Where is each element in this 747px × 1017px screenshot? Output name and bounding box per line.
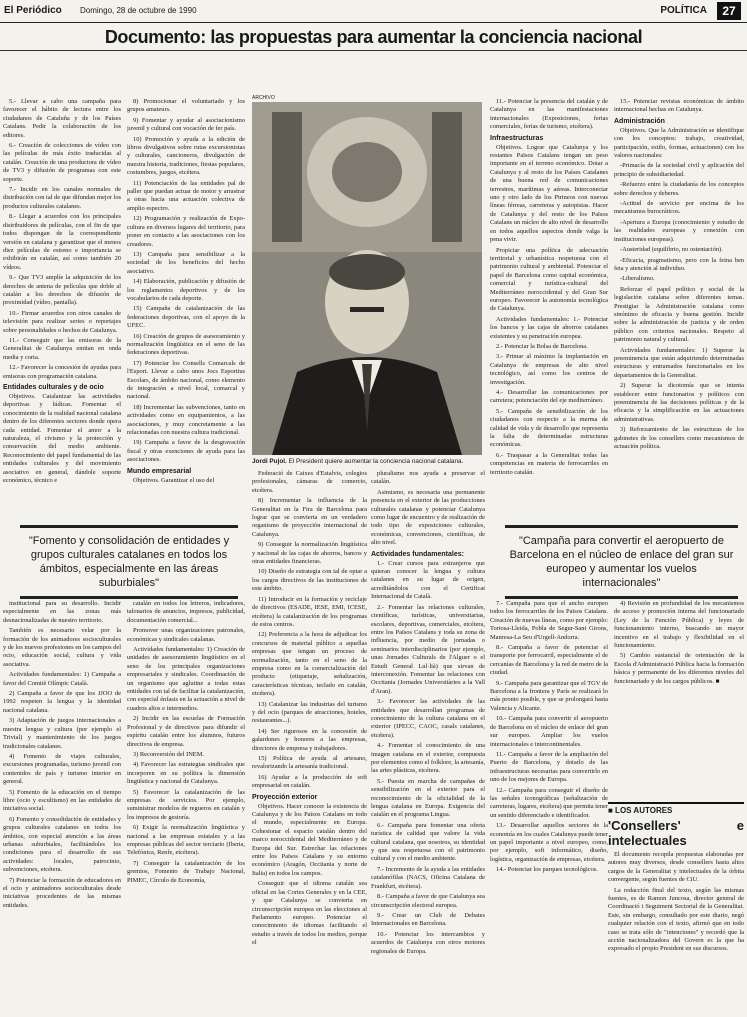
- paragraph: 4) Revisión en profundidad de los mecanismos de acceso y promoción interna del funcionariado (Ley de la Función Pública) y leyes de funcionamiento interno, buscando un mayor incentivo en el trabajo y flexibilidad en el funcionamiento.: [614, 600, 744, 650]
- paragraph: 2) Incidir en las escuelas de Formación Profesional y de directivos para difundir el espíritu catalán entre los alumnos, futuros directivos de empresa.: [127, 715, 245, 748]
- column-1-top: [3, 98, 121, 488]
- paragraph: 18) Incrementar las subvenciones, tanto en actividades como en equipamientos, a las asociaciones, y muy concretamente a las relacionadas con nuestra cultura tradicional.: [127, 403, 245, 437]
- paragraph: 7) Potenciar la formación de educadores en el ocio y animadores socioculturales desde iniciativas procedentes de las mismas entidades.: [3, 876, 121, 909]
- paragraph: 13) Campaña para sensibilizar a la sociedad de los beneficios del hecho asociativo.: [127, 250, 245, 275]
- col3a-paragraphs: [252, 470, 367, 791]
- paragraph: 2) Superar la dicotomía que se intenta establecer entre funcionarios y políticos con preeminencia de las decisiones políticas y de la eficacia y la simplificación en las actuaciones administrativas.: [614, 382, 744, 423]
- paragraph: 11) Potenciación de las entidades pal de paller que puedan actuar de motor y arrastrar a otras hacia una actuación colectiva de amplio espectro.: [127, 179, 245, 212]
- paragraph: 2.- Potenciar la Bolsa de Barcelona.: [496, 342, 588, 350]
- paragraph: -Refuerzo entre la ciudadanía de los conceptos sobre derechos y deberes.: [614, 181, 744, 197]
- col-mid-bottom-paragraphs: [127, 600, 245, 885]
- paragraph: 11) Introducir en la formación y reciclaje de directivos (ESADE, IESE, EMI, ICESE, etcétera) la catalanización de los programas de estos centros.: [252, 595, 367, 628]
- paragraph: 14) Elaboración, publicación y difusión de los reglamentos deportivos y de los vocabularios de cada deporte.: [127, 278, 245, 302]
- column-4: [490, 98, 608, 518]
- paragraph: 12.- Favorecer la concesión de ayudas para emisoras con programación catalana.: [3, 364, 121, 380]
- paragraph: 12.- Campaña para conseguir el diseño de las señales iconográficas (señalización de carreteras, lugares, etcétera) que permita tener un sentido diferenciado e identificador.: [490, 786, 608, 819]
- paragraph: También es necesario velar por la formación de los animadores socioculturales y de los nuevos profesiones en los campos del ocio, educación social, cultura y vida asociativa.: [3, 627, 121, 668]
- paragraph: -Liberalismo.: [620, 275, 655, 283]
- box-text-paragraphs: [608, 851, 744, 954]
- paragraph: 6.- Campaña para fomentar una oferta turística de calidad que valore la vida cultural catalana, que nosotros, su identidad y que sea respetuosa con el patrimonio cultural y con el medio ambiente.: [371, 821, 485, 863]
- caption-text: El President quiere aumentar la conciencia nacional catalana.: [288, 458, 464, 465]
- section-heading-infraestructuras: Infraestructuras: [490, 134, 544, 142]
- paragraph: 10.- Potenciar los intercambios y acuerdos de Catalunya con otros motores regionales de Europa.: [371, 930, 485, 955]
- paragraph: 7) Conseguir la catalanización de los gremios, Fomento de Trabajo Nacional, PIMEC, Círculo de Economía,: [127, 859, 245, 884]
- paragraph: 4.- Desarrollar las comunicaciones por carretera; potenciación del eje mediterráneo.: [490, 389, 608, 405]
- paragraph: institucional para su desarrollo. Incidir especialmente en las zonas más desnacionalizadas de nuestro territorio.: [3, 600, 121, 624]
- col4-paragraphs: [490, 98, 608, 132]
- archive-label: ARCHIVO: [252, 95, 275, 101]
- headline-rule: [0, 50, 747, 51]
- paragraph: 3.- Favorecer las actividades de las entidades que desarrollan programas de conocimiento de la cultura catalana en el exterior (IPECC, CAOC, casals catalanes, etcétera).: [371, 698, 485, 739]
- section-heading-mundo-empresarial: Mundo empresarial: [127, 467, 192, 475]
- section-heading-entidades: Entidades culturales y de ocio: [3, 384, 104, 391]
- paragraph: 16) Creación de grupos de asesoramiento y normalización lingüística en el seno de las federaciones deportivas.: [127, 332, 245, 357]
- col2-bottom-paragraphs: [127, 477, 245, 485]
- col5-body-paragraphs: [614, 127, 744, 452]
- paragraph: 13.- Desarrollar aquellos sectores de la economía en los cuales Catalunya puede tener un papel importante a nivel europeo, como, por ejemplo, soft informático, diseño, logística, organización de empresas, etcétera.: [490, 822, 608, 863]
- portrait-illustration: [252, 102, 482, 455]
- paragraph: 8) Promocionar el voluntariado y los grupos amateurs.: [127, 98, 245, 114]
- paragraph: 5.- Llevar a cabo una campaña para favorecer el hábito de lectura entre los ciudadanos de Cataluña y de los Países Catalans. Pedir la colaboración de los editores.: [3, 98, 121, 139]
- paragraph: Objetivos. Garantizar el uso del: [133, 476, 215, 484]
- paragraph: 6.- Traspasar a la Generalitat todas las competencias en materia de ferrocarriles en territorio catalán.: [490, 451, 608, 476]
- column-1-bottom: [3, 600, 121, 1015]
- paragraph: 1.- Crear cursos para extranjeros que quieran conocer la lengua y cultura catalanes en su lugar de origen, acreditándolos con el Certificat Internacional de Català.: [371, 559, 485, 601]
- col1-top-paragraphs: [3, 98, 121, 381]
- photo-caption: [252, 458, 484, 466]
- caption-name: Jordi Pujol.: [252, 458, 287, 465]
- paragraph: Federació de Caixes d'Estalvis, colegios profesionales, cámaras de comercio, etcétera.: [252, 470, 367, 494]
- col3b-bottom-paragraphs: [371, 560, 485, 956]
- box-title: 'Consellers' e intelectuales: [608, 818, 744, 848]
- section-heading-proyeccion-exterior: Proyección exterior: [252, 793, 318, 801]
- paragraph: 11.- Conseguir que las emisoras de la Generalitat de Catalunya emitan en onda media y corta.: [3, 336, 121, 361]
- paragraph: 2.- Fomentar las relaciones culturales, científicas, turísticas, universitarias, escolares, deportivas, comerciales, etcétera, entre los Països Catalans y toda su zona de influencia, por medio de jornadas o seminarios interdisciplinarios (por ejemplo, unas Jornades Culturals de l'Alguer o el Estudi General Lul·lià) que sirvan de interconexión. Fomentar las relaciones con Occitania (Jornades Universitàries a la Vall d'Aran).: [371, 603, 485, 695]
- paragraph: catalán en todos los letreros, indicadores, talonarios de anuncios, impresos, publicidad, documentación comercial...: [127, 600, 245, 624]
- paragraph: -Eficacia, pragmatismo, pero con la feina ben feta y atención al individuo.: [614, 256, 744, 272]
- paragraph: Objetivos. Catalanizar las actividades deportivas y lúdicas. Fomentar el conocimiento de la realidad nacional catalana dentro de los diferentes sectores donde opera cada entidad. Fomentar el amor a la naturaleza, el civismo y la protección y conservación del medio ambiente. Reconocimiento del papel fundamental de las entidades culturales y del movimiento asociativo en general, dándole soporte económico, técnico e: [3, 393, 121, 485]
- column-5-bottom: [614, 600, 744, 800]
- page-header: [0, 0, 747, 23]
- newspaper-logo: El Periódico: [4, 5, 62, 16]
- paragraph: 8) Incrementar la influencia de la Generalitat en la Fira de Barcelona para lograr que se convierta en un verdadero organismo de proyección internacional de Catalunya.: [252, 497, 367, 538]
- paragraph: 3) Reconversión del INEM.: [133, 750, 204, 758]
- col3b-paragraphs: [371, 470, 485, 548]
- paragraph: 5) Cambio sustancial de orientación de la Escola d'Administració Pública hacia la formación básica y permanente de los diferentes niveles del funcionariado y de los cargos públicos. ■: [614, 652, 744, 685]
- paragraph: 6.- Creación de colecciones de vídeo con las películas de más éxito traducidas al catalán. Creación de una productora de vídeo de TV3 y difusión de programas con este soporte.: [3, 142, 121, 183]
- paragraph: 9.- Que TV3 amplíe la adquisición de los derechos de antena de películas que doble al catalán a los derechos de difusión de proximidad (vídeo, pantalla).: [3, 274, 121, 307]
- paragraph: 10.- Firmar acuerdos con otros canales de televisión para realizar series o reportajes sobre personalidades o hechos de Catalunya.: [3, 309, 121, 334]
- paragraph: -Actitud de servicio por encima de los mecanismos burocráticos.: [614, 200, 744, 216]
- col1-bottom-paragraphs: [3, 393, 121, 485]
- paragraph: Asimismo, es necesaria una permanente presencia en el exterior de las producciones culturales catalanas y potenciar Catalunya como lugar de encuentro y de realización de todo tipo de exposiciones culturales, económicas, convenciones, científicas, de alto nivel.: [371, 488, 485, 547]
- paragraph: El documento recopila propuestas elaboradas por autores muy diversos, desde consellers hasta altos cargos de la Generalitat y intelectuales de la órbita convergente, según fuentes de CiU.: [608, 851, 744, 884]
- paragraph: 15) Política de ayuda al artesano, revalorizando la artesanía tradicional.: [252, 755, 367, 771]
- page-number: 27: [717, 2, 741, 20]
- col4-body-paragraphs: [490, 144, 608, 477]
- paragraph: 16) Ayudar a la producción de soft empresarial en catalán.: [252, 773, 367, 790]
- pullquote-right: "Campaña para convertir el aeropuerto de Barcelona en el núcleo de enlace del gran sur europeo y aumentar los vuelos internacionales": [505, 525, 738, 599]
- paragraph: 4.- Fomentar el conocimiento de una imagen catalana en el exterior, compuesta por elementos como el folklore, la artesanía, las artes plásticas, etcétera.: [371, 742, 485, 775]
- paragraph: 11.- Potenciar la presencia del catalán y de Catalunya en las manifestaciones internacionales (Exposiciones, ferias comerciales, ferias de turismo, etcétera).: [490, 98, 608, 131]
- paragraph: Promover unas organizaciones patronales, económicas y sindicales catalanas.: [127, 627, 245, 643]
- col3a-bottom-paragraphs: [252, 803, 367, 948]
- paragraph: 17) Potenciar los Consells Comarcals de l'Esport. Llevar a cabo unos Jocs Esportius Escolars, de ámbito nacional, como elemento de integración a nivel local, comarcal y nacional.: [127, 359, 245, 401]
- paragraph: -Apertura a Europa (conocimiento y estudio de las realidades europeas y conexión con instituciones europeas).: [614, 218, 744, 243]
- paragraph: 5.- Puesta en marcha de campañas de sensibilización en el exterior para el reconocimiento de la oficialidad de la lengua catalana en Europa. Exigencia del catalán en el programa Lingua.: [371, 777, 485, 819]
- col2-top-paragraphs: [127, 98, 245, 465]
- paragraph: Objetivos. Lograr que Catalunya y los restantes Països Catalans tengan un peso importante en el terreno económico. Dotar a Catalunya y al resto de los Países Catalanes de una buena red de comunicaciones terrestres, marítimas y aéreas. Interconectar uno y otro lado de los Pirineos con nuevas líneas férreas, carreteras y autopistas. Hacer de Catalunya y del resto de los Països Catalans un núcleo de alto nivel de desarrollo en todos aquellos aspectos donde valga la pena vivir.: [490, 143, 608, 244]
- col5-bottom-paragraphs: [614, 600, 744, 686]
- paragraph: Actividades fundamentales: 1) Campaña a favor del Comitè Olímpic Català.: [3, 671, 121, 687]
- column-4-bottom: [490, 600, 608, 1015]
- paragraph: 10) Diseño de estrategia con tal de optar a los cargos directivos de las instituciones de este ámbito.: [252, 568, 367, 593]
- column-2-top: [127, 98, 245, 488]
- paragraph: Objetivos. Hacer conocer la existencia de Catalunya y de los Països Catalans en todo el mundo, especialmente en Europa. Cohesionar el espacio catalán dentro del marco noroccidental del Mediterráneo y de Europa del Sur. Estrechar las relaciones entre los Països Catalans y su entorno económico (Aragón, Occitania y norte de Italia) en todos los campos.: [252, 802, 367, 877]
- paragraph: Propiciar una política de adecuación territorial y urbanística respetuosa con el patrimonio cultural y ambiental. Potenciar el papel de Barcelona como capital económica, comercial y turística-cultural del Mediterráneo noroccidental y del Gran Sur europeo. Favorecer la autonomía tecnológica de Catalunya.: [490, 246, 608, 313]
- col-left-bottom-paragraphs: [3, 600, 121, 910]
- paragraph: Reforzar el papel político y social de la legislación catalana sobre diferentes temas. Prestigiar la Administración catalana como sinónimo de eficacia y buena gestión. Incidir sobre la administración de justicia y de orden público con criterios nacionales. Respeto al patrimonio natural y cultural.: [614, 285, 744, 344]
- paragraph: 11.- Campaña a favor de la ampliación del Puerto de Barcelona, y dotarlo de las infraestructuras necesarias para convertirlo en uno de los mejores de Europa.: [490, 750, 608, 784]
- paragraph: 7.- Incidir en los canales normales de distribución con tal de que difundan mejor los productos culturales catalanes.: [3, 186, 121, 210]
- paragraph: 8.- Campaña a favor de que Catalunya sea circunscripción electoral europea.: [371, 893, 485, 909]
- photo-jordi-pujol: [252, 102, 482, 455]
- section-name: POLÍTICA: [660, 5, 707, 16]
- pullquote-left: "Fomento y consolidación de entidades y grupos culturales catalanes en todos los ámbitos, especialmente en las áreas suburbiales": [20, 525, 238, 599]
- paragraph: 15) Campaña de catalanización de las federaciones deportivas, con el apoyo de la UFEC.: [127, 305, 245, 330]
- paragraph: 19) Campaña a favor de la desgravación fiscal y otras exenciones de ayuda para las asociaciones.: [127, 439, 245, 464]
- paragraph: 13) Catalanizar las industrias del turismo y del ocio (parques de atracciones, hoteles, restaurantes...).: [252, 700, 367, 725]
- paragraph: 3) Reforzamiento de las estructuras de los gabinetes de los consellers como mecanismos de actuación política.: [614, 426, 744, 451]
- paragraph: 12) Preferencia a la hora de adjudicar los concursos de material público a aquellas empresas que tengan un proceso de normalización, tanto en el seno de la empresa como en la comercialización del producto (etiquetaje, señalización, características técnicas, teclado en catalán, etcétera).: [252, 631, 367, 698]
- paragraph: 4) Favorecer las estrategias sindicales que incorporen en su política la dimensión lingüística y nacional de Catalunya.: [127, 761, 245, 786]
- headline: Documento: las propuestas para aumentar la conciencia nacional: [104, 27, 643, 47]
- paragraph: 10) Promoción y ayuda a la edición de libros divulgativos sobre rutas excursionistas y culturales, cancioneros, divulgación de nuestra historia, tradiciones, fiestas populares, costumbres, juegos, etcétera.: [127, 135, 245, 177]
- section-heading-administracion: Administración: [614, 117, 665, 125]
- paragraph: 6) Exigir la normalización lingüística y nacional a las empresas estatales y a las empresas públicas del sector terciario (Iberia, Telefónica, Renfe, etcétera).: [127, 824, 245, 857]
- paragraph: Actividades fundamentales: 1) Superar la preeminencia que están adquiriendo determinadas estructuras y entramados funcionariales en los departamentos de la Generalitat.: [614, 346, 744, 379]
- box-kicker: ■ LOS AUTORES: [608, 802, 744, 815]
- paragraph: 2) Campaña a favor de que los JJOO de 1992 respeten la lengua y la identidad nacional catalana.: [3, 690, 121, 714]
- paragraph: 7.- Campaña para que el ancho europeo todos los ferrocarriles de los Països Catalans. Creación de nuevas líneas, como por ejemplo: Tortosa-Lleida, Pobla de Segur-Sant Girons, Manresa-La Seu d'Urgell-Andorra.: [490, 600, 608, 641]
- paragraph: 5) Fomento de la educación en el tiempo libre (ocio y escultismo) en las entidades de iniciativa social.: [3, 788, 121, 813]
- column-2-bottom: [127, 600, 245, 1015]
- authors-box: [608, 802, 744, 1014]
- paragraph: 8.- Llegar a acuerdos con los principales distribuidores de películas, con el fin de que todos dispongan de la correspondiente versión en catalana y garantizar que el menos diez películas de estreno e importancia se exhibirán en catalán, así como también 20 vídeos.: [3, 213, 121, 271]
- paragraph: Conseguir que el idioma catalán sea oficial en las Cortes Generales y en la CEE, y que Catalunya se convierta en circunscripción europea en las elecciones al Parlamento europeo. Potenciar el conocimiento de idiomas facilitando el estudio a través de todos los medios, porque el: [252, 880, 367, 947]
- paragraph: 9.- Campaña para garantizar que el TGV de Barcelona a la frontera y París se realizará lo más pronto posible, y que se prolongará hasta Valencia y Alicante.: [490, 679, 608, 712]
- column-3-right: [371, 470, 485, 1015]
- paragraph: 5.- Campaña de sensibilización de los ciudadanos con respecto a la merma de calidad de vida y de desarrollo que representa la falta de determinadas estructuras económicas.: [490, 407, 608, 449]
- paragraph: 5) Favorecer la catalanización de las empresas de servicios. Por ejemplo, suministrar modelos de regueros en catalán y los impresos de gestoría.: [127, 788, 245, 821]
- paragraph: 12) Programación y realización de Expo-cultura en diversos lugares del territorio, para poner en contacto a las asociaciones con los creadores.: [127, 215, 245, 248]
- column-3-left: [252, 470, 367, 1015]
- col4-bottom-paragraphs: [490, 600, 608, 875]
- paragraph: 3.- Primar al máximo la implantación en Catalunya de empresas de alto nivel tecnológico, así como los centros de investigación.: [490, 353, 608, 386]
- paragraph: Objetivos. Que la Administración se identifique con los conceptos: trabajo, creatividad, participación, estilo, formas, actuaciones) con los valores nacionales:: [614, 126, 744, 160]
- paragraph: 7.- Incremento de la ayuda a las entidades catalanófilas (NACS, Oficina Catalana de Frankfurt, etcétera).: [371, 865, 485, 890]
- paragraph: Actividades fundamentales: 1) Creación de unidades de asesoramiento lingüístico en el seno de los principales organizaciones empresariales y sindicales. Coordinación de un organismo que aglutine a todas estas entidades con tal de facilitar la catalanización, con especial énfasis en la actuación a nivel de cuadros altos e intermedios.: [127, 646, 245, 712]
- paragraph: 14.- Potenciar los parques tecnológicos.: [496, 866, 598, 874]
- paragraph: 4) Fomento de viajes culturales, excursiones programadas, turismo juvenil con contenidos de país y turismo interior en general.: [3, 752, 121, 786]
- paragraph: 15.- Potenciar revistas económicas de ámbito internacional hechas en Catalunya.: [614, 98, 744, 114]
- paragraph: 8.- Campaña a favor de potenciar el transporte por ferrocarril, especialmente el de cercanías de Barcelona y la red de metro de la ciudad.: [490, 644, 608, 677]
- paragraph: -Primacía de la sociedad civil y aplicación del principio de subsidiariedad.: [614, 162, 744, 178]
- paragraph: La redacción final del texto, según las mismas fuentes, es de Ramon Juncosa, director general de Coordinació i Seguiment Sectorial de la Generalitat. Este, sin embargo, consultado por este diario, negó cualquier relación con el texto, afirmó que en todo caso se trata sólo de "intenciones" y recordó que la acción nacionalizadora del Govern es la que ha expresado el propio President en sus discursos.: [608, 886, 744, 953]
- section-heading-actividades: Actividades fundamentales:: [371, 550, 464, 558]
- paragraph: pluralismo nos ayuda a preservar el catalán.: [371, 470, 485, 486]
- paragraph: 6) Fomento y consolidación de entidades y grupos culturales catalanes en todos los ámbitos, con especial atención a las áreas urbanas suburbiales, facilitándoles los condiciones para el desarrollo de sus actividades: locales, patrocinio, subvenciones, etcétera.: [3, 815, 121, 874]
- column-5: [614, 98, 744, 518]
- issue-date: Domingo, 28 de octubre de 1990: [80, 6, 197, 15]
- paragraph: 9.- Crear un Club de Debates Internacionales en Barcelona.: [371, 911, 485, 928]
- paragraph: -Austeridad (equilibrio, no ostentación).: [620, 246, 723, 254]
- paragraph: Actividades fundamentales: 1.- Potenciar los bancos y las cajas de ahorros catalanes existentes y su penetración europea.: [490, 315, 608, 340]
- col5-paragraphs: [614, 98, 744, 115]
- paragraph: 9) Fomentar y ayudar al asociacionismo juvenil y cultural con vocación de fer país.: [127, 116, 245, 133]
- paragraph: 3) Adaptación de juegos internacionales a nuestra lengua y cultura (por ejemplo el Trivial) y mantenimiento de los juegos tradicionales catalanes.: [3, 717, 121, 750]
- paragraph: 14) Ser rigurosos en la concesión de galardones y honores a las empresas, directores de empresa y trabajadores.: [252, 727, 367, 752]
- paragraph: 9) Conseguir la normalización lingüística y nacional de las cajas de ahorros, bancos y otras entidades financieras.: [252, 541, 367, 566]
- paragraph: 10.- Campaña para convertir el aeropuerto de Barcelona en el núcleo de enlace del gran sur europeo. Ampliar los vuelos internacionales e intercontinentales.: [490, 715, 608, 748]
